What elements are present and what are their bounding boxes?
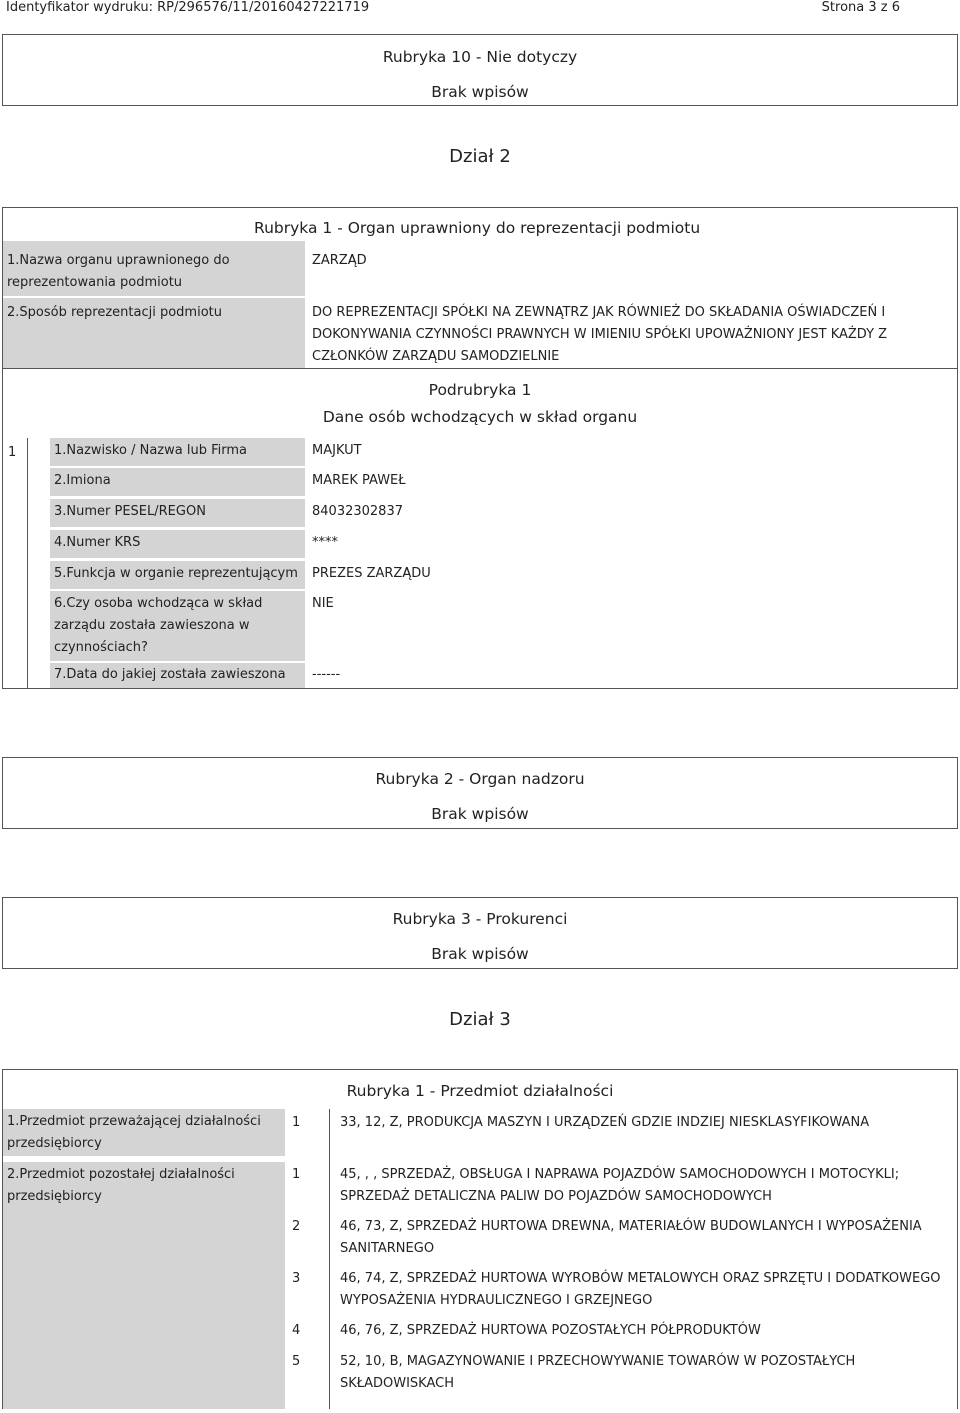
rubryka-2-title: Rubryka 2 - Organ nadzoru (375, 770, 585, 788)
function-value: PREZES ZARZĄDU (312, 566, 431, 581)
suspended-date-value: ------ (312, 667, 341, 682)
krs-value: **** (312, 535, 338, 550)
main-activity-no: 1 (292, 1115, 301, 1130)
dzial-2-title: Dział 2 (449, 146, 511, 167)
surname-value: MAJKUT (312, 443, 362, 458)
suspended-date-label: 7.Data do jakiej została zawieszona (54, 667, 286, 682)
representation-label: 2.Sposób reprezentacji podmiotu (7, 305, 222, 320)
function-label-cell (50, 561, 305, 589)
pesel-label-cell (50, 499, 305, 527)
names-label-cell (50, 468, 305, 496)
other-activity-text: 45, , , SPRZEDAŻ, OBSŁUGA I NAPRAWA POJAZDÓW SAMOCHODOWYCH I MOTOCYKLI; SPRZEDAŻ DETALICZNA PALIW DO POJAZDÓW SAMOCHODOWYCH (340, 1167, 900, 1204)
other-activity-no: 5 (292, 1354, 301, 1369)
pesel-label: 3.Numer PESEL/REGON (54, 504, 206, 519)
names-label: 2.Imiona (54, 473, 111, 488)
other-activity-text: 46, 76, Z, SPRZEDAŻ HURTOWA POZOSTAŁYCH PÓŁPRODUKTÓW (340, 1323, 761, 1338)
rubryka-3-empty: Brak wpisów (431, 945, 529, 963)
rubryka-3-title: Rubryka 3 - Prokurenci (392, 910, 568, 928)
organ-name-label-cell (3, 241, 305, 296)
other-activity-no: 2 (292, 1219, 301, 1234)
divider (3, 368, 958, 369)
podrubryka-subtitle: Dane osób wchodzących w skład organu (322, 408, 638, 426)
other-activity-text: 52, 10, B, MAGAZYNOWANIE I PRZECHOWYWANIE TOWARÓW W POZOSTAŁYCH SKŁADOWISKACH (340, 1354, 856, 1391)
representation-value: DO REPREZENTACJI SPÓŁKI NA ZEWNĄTRZ JAK RÓWNIEŻ DO SKŁADANIA OŚWIADCZEŃ I DOKONYWANIA CZYNNOŚCI PRAWNYCH W IMIENIU SPÓŁKI UPOWAŻNIONY JEST KAŻDY Z CZŁONKÓW ZARZĄDU SAMODZIELNIE (312, 305, 888, 364)
krs-label-cell (50, 530, 305, 558)
other-activity-no: 4 (292, 1323, 301, 1338)
organ-name-value: ZARZĄD (312, 253, 367, 268)
names-value: MAREK PAWEŁ (312, 473, 406, 488)
suspended-date-label-cell (50, 663, 305, 688)
organ-name-label: 1.Nazwa organu uprawnionego do reprezentowania podmiotu (7, 253, 230, 290)
print-identifier: Identyfikator wydruku: RP/296576/11/20160427221719 (6, 0, 370, 15)
other-activity-label: 2.Przedmiot pozostałej działalności przedsiębiorcy (7, 1167, 235, 1204)
surname-label: 1.Nazwisko / Nazwa lub Firma (54, 443, 247, 458)
main-activity-text: 33, 12, Z, PRODUKCJA MASZYN I URZĄDZEŃ GDZIE INDZIEJ NIESKLASYFIKOWANA (340, 1115, 870, 1130)
rubryka-2-empty: Brak wpisów (431, 805, 529, 823)
rubryka-3-box (2, 897, 958, 969)
rubryka-1-dzial3-title: Rubryka 1 - Przedmiot działalności (346, 1082, 614, 1100)
other-activity-no: 3 (292, 1271, 301, 1286)
dzial-3-title: Dział 3 (449, 1009, 511, 1030)
pesel-value: 84032302837 (312, 504, 403, 519)
rubryka-2-box (2, 757, 958, 829)
suspended-label-cell (50, 591, 305, 661)
other-activity-label-cell (3, 1162, 285, 1409)
suspended-value: NIE (312, 596, 334, 611)
other-activity-text: 46, 74, Z, SPRZEDAŻ HURTOWA WYROBÓW METALOWYCH ORAZ SPRZĘTU I DODATKOWEGO WYPOSAŻENIA HYDRAULICZNEGO I GRZEJNEGO (340, 1271, 941, 1308)
other-activity-no: 1 (292, 1167, 301, 1182)
krs-label: 4.Numer KRS (54, 535, 141, 550)
other-activity-text: 46, 73, Z, SPRZEDAŻ HURTOWA DREWNA, MATERIAŁÓW BUDOWLANYCH I WYPOSAŻENIA SANITARNEGO (340, 1219, 922, 1256)
main-activity-label-cell (3, 1109, 285, 1156)
podrubryka-title: Podrubryka 1 (428, 381, 532, 399)
function-label: 5.Funkcja w organie reprezentującym (54, 566, 298, 581)
rubryka-10-empty: Brak wpisów (431, 83, 529, 101)
person-index: 1 (8, 445, 17, 460)
page-number: Strona 3 z 6 (821, 0, 900, 15)
representation-label-cell (3, 298, 305, 368)
main-activity-label: 1.Przedmiot przeważającej działalności przedsiębiorcy (7, 1114, 261, 1151)
rubryka-1-organ-title: Rubryka 1 - Organ uprawniony do reprezentacji podmiotu (254, 219, 701, 237)
surname-label-cell (50, 438, 305, 466)
rubryka-10-box (2, 34, 958, 106)
suspended-label: 6.Czy osoba wchodząca w skład zarządu została zawieszona w czynnościach? (54, 596, 263, 655)
person-index-cell (3, 438, 28, 688)
rubryka-10-title: Rubryka 10 - Nie dotyczy (382, 48, 578, 66)
